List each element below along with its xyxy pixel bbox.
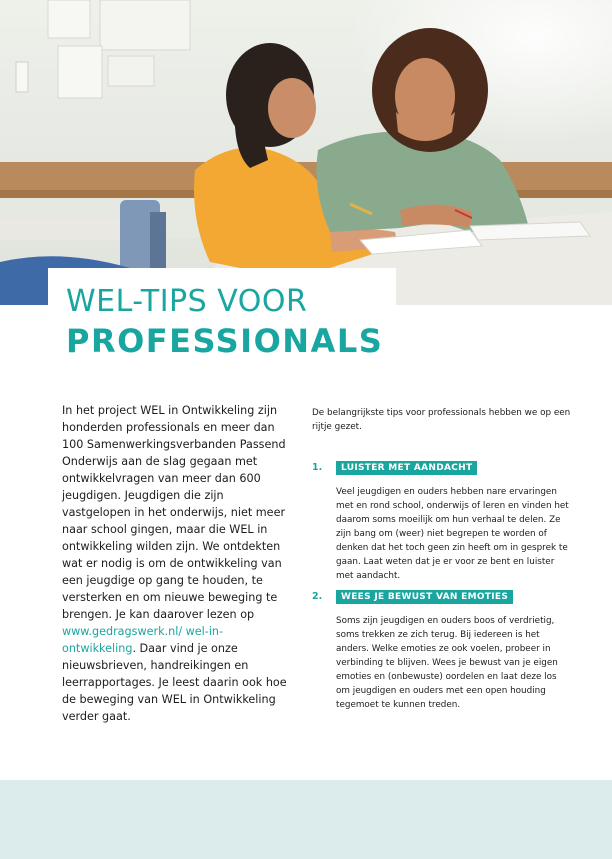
page-title-line2: PROFESSIONALS: [66, 322, 384, 360]
gedragswerk-link[interactable]: www.gedragswerk.nl/ wel-in-ontwikkeling: [62, 625, 224, 655]
tip-header: [312, 590, 574, 606]
tips-intro: De belangrijkste tips voor professionals hebben we op een rijtje gezet.: [312, 408, 571, 432]
footer-band: [0, 780, 612, 859]
tip-label: WEES JE BEWUST VAN EMOTIES: [336, 590, 513, 604]
tip-2: [312, 590, 574, 712]
tip-number: 2.: [312, 591, 323, 602]
intro-text-after: . Daar vind je onze nieuwsbrieven, handreikingen en leerrapportages. Je leest daarin ook hoe de beweging van WEL in Ontwikkeling verder gaat.: [62, 642, 287, 723]
intro-text: In het project WEL in Ontwikkeling zijn honderden professionals en meer dan 100 Samenwerkingsverbanden Passend Onderwijs aan de slag gegaan met ontwikkelvragen van meer dan 600 jeugdigen. Jeugdigen die zijn vastgelopen in het onderwijs, niet meer naar school gingen, maar die WEL in ontwikkeling wilden zijn. We ontdekten wat er nodig is om de ontwikkeling van een jeugdige op gang te houden, te versterken en om nieuwe beweging te brengen. Je kan daarover lezen op: [62, 404, 286, 621]
intro-paragraph: [62, 402, 294, 725]
tip-header: [312, 461, 574, 477]
tip-body: Veel jeugdigen en ouders hebben nare ervaringen met en rond school, onderwijs of leren en vinden het daarom soms moeilijk om hun verhaal te delen. Ze zijn bang om (weer) niet begrepen te worden of denken dat het toch geen zin heeft om in gesprek te gaan. Laat weten dat je er voor ze bent en luister met aandacht.: [336, 487, 569, 581]
page-title-line1: WEL-TIPS VOOR: [66, 284, 308, 319]
header-photo: [0, 0, 612, 305]
title-card: [48, 268, 396, 372]
tip-number: 1.: [312, 462, 323, 473]
tip-label: LUISTER MET AANDACHT: [336, 461, 477, 475]
tip-1: [312, 461, 574, 583]
meeting-photo-illustration: [0, 0, 612, 305]
tip-body: Soms zijn jeugdigen en ouders boos of verdrietig, soms trekken ze zich terug. Bij iedereen is het anders. Welke emoties ze ook voelen, probeer in verbinding te blijven. Wees je bewust van je eigen emoties en (onbewuste) oordelen en laat deze los om jeugdigen en ouders met een open houding tegemoet te kunnen treden.: [336, 616, 558, 710]
